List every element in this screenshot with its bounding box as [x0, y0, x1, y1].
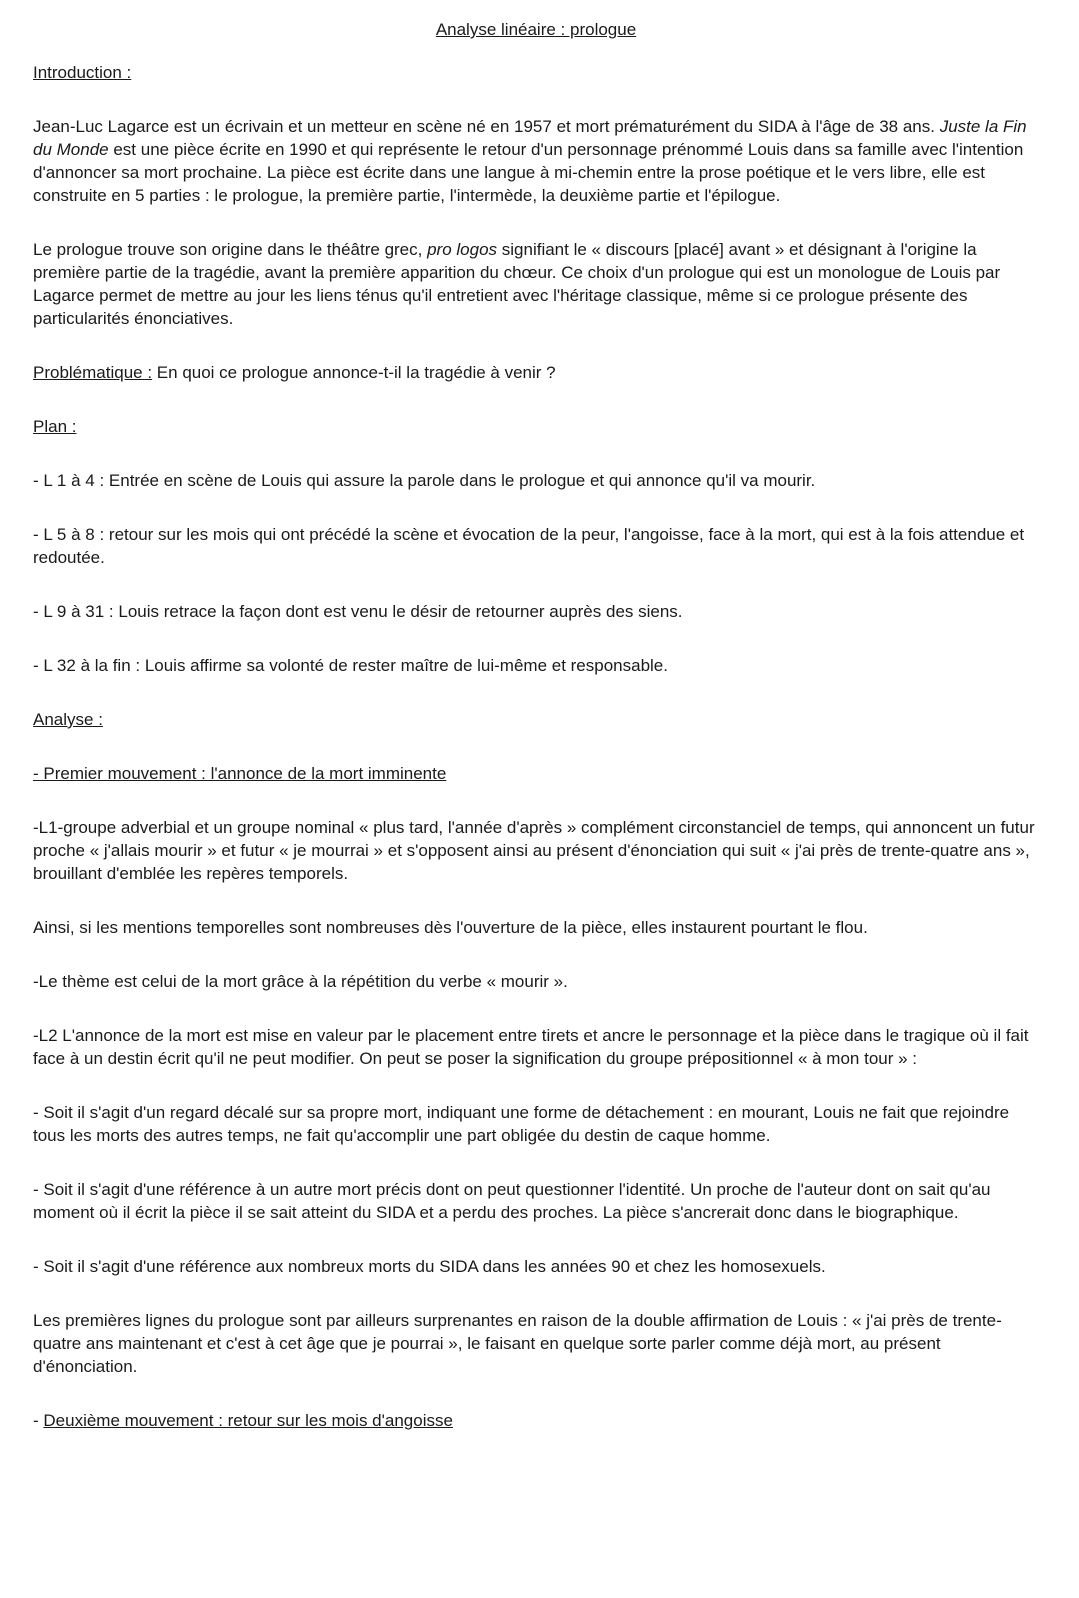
intro-p1-text-b: est une pièce écrite en 1990 et qui représente le retour d'un personnage prénommé Louis dans sa famille avec l'intention d'annoncer sa mort prochaine. La pièce est écrite dans une langue à mi-chemin entre la prose poétique et le vers libre, elle est construite en 5 parties : le prologue, la première partie, l'intermède, la deuxième partie et l'épilogue.: [33, 140, 1024, 205]
document-title: Analyse linéaire : prologue: [435, 20, 637, 39]
analysis-paragraph-3: -Le thème est celui de la mort grâce à la répétition du verbe « mourir ».: [33, 972, 568, 991]
plan-heading: [33, 415, 1039, 438]
analyse-heading-text: Analyse :: [33, 710, 103, 729]
plan-item-4: - L 32 à la fin : Louis affirme sa volonté de rester maître de lui-même et responsable.: [33, 656, 668, 675]
analyse-heading: [33, 708, 1039, 731]
movement-2-title: Deuxième mouvement : retour sur les mois d'angoisse: [43, 1411, 453, 1430]
analysis-paragraph-4: -L2 L'annonce de la mort est mise en valeur par le placement entre tirets et ancre le personnage et la pièce dans le tragique où il fait face à un destin écrit qu'il ne peut modifier. On peut se poser la signification du groupe prépositionnel « à mon tour » :: [33, 1026, 1029, 1068]
introduction-paragraph-2: [33, 238, 1039, 330]
introduction-heading-text: Introduction :: [33, 63, 132, 82]
plan-item-3: - L 9 à 31 : Louis retrace la façon dont est venu le désir de retourner auprès des siens.: [33, 602, 683, 621]
introduction-paragraph-1: [33, 115, 1039, 207]
movement-2-heading: [33, 1409, 1039, 1432]
movement-2-prefix: -: [33, 1411, 44, 1430]
problematique-label: Problématique :: [33, 363, 153, 382]
movement-1-title: - Premier mouvement : l'annonce de la mort imminente: [33, 764, 447, 783]
plan-item-1: - L 1 à 4 : Entrée en scène de Louis qui assure la parole dans le prologue et qui annonce qu'il va mourir.: [33, 471, 816, 490]
intro-p1-text-a: Jean-Luc Lagarce est un écrivain et un metteur en scène né en 1957 et mort prématurément du SIDA à l'âge de 38 ans.: [33, 117, 940, 136]
book-title: Juste la Fin du Monde: [33, 117, 1027, 159]
analysis-paragraph-8: Les premières lignes du prologue sont par ailleurs surprenantes en raison de la double affirmation de Louis : « j'ai près de trente-quatre ans maintenant et c'est à cet âge que je pourrai », le faisant en quelque sorte parler comme déjà mort, au présent d'énonciation.: [33, 1311, 1002, 1376]
problematique-paragraph: [33, 361, 1039, 384]
plan-heading-text: Plan :: [33, 417, 77, 436]
plan-item-2: - L 5 à 8 : retour sur les mois qui ont précédé la scène et évocation de la peur, l'angoisse, face à la mort, qui est à la fois attendue et redoutée.: [33, 525, 1025, 567]
analysis-paragraph-2: Ainsi, si les mentions temporelles sont nombreuses dès l'ouverture de la pièce, elles instaurent pourtant le flou.: [33, 918, 868, 937]
introduction-heading: [33, 61, 1039, 84]
analysis-paragraph-5: - Soit il s'agit d'un regard décalé sur sa propre mort, indiquant une forme de détachement : en mourant, Louis ne fait que rejoindre tous les morts des autres temps, ne fait qu'accomplir une part obligée du destin de caque homme.: [33, 1103, 1010, 1145]
analysis-paragraph-1: -L1-groupe adverbial et un groupe nominal « plus tard, l'année d'après » complément circonstanciel de temps, qui annoncent un futur proche « j'allais mourir » et futur « je mourrai » et s'opposent ainsi au présent d'énonciation qui suit « j'ai près de trente-quatre ans », brouillant d'emblée les repères temporels.: [33, 818, 1035, 883]
analysis-paragraph-7: - Soit il s'agit d'une référence aux nombreux morts du SIDA dans les années 90 et chez les homosexuels.: [33, 1257, 826, 1276]
intro-p2-text-a: Le prologue trouve son origine dans le théâtre grec,: [33, 240, 428, 259]
movement-1-heading: [33, 762, 1039, 785]
problematique-text: En quoi ce prologue annonce-t-il la tragédie à venir ?: [152, 363, 556, 382]
pro-logos-term: pro logos: [427, 240, 498, 259]
analysis-paragraph-6: - Soit il s'agit d'une référence à un autre mort précis dont on peut questionner l'identité. Un proche de l'auteur dont on sait qu'au moment où il écrit la pièce il se sait atteint du SIDA et a perdu des proches. La pièce s'ancrerait donc dans le biographique.: [33, 1180, 991, 1222]
intro-p2-text-b: signifiant le « discours [placé] avant » et désignant à l'origine la première partie de la tragédie, avant la première apparition du chœur. Ce choix d'un prologue qui est un monologue de Louis par Lagarce permet de mettre au jour les liens ténus qu'il entretient avec l'héritage classique, même si ce prologue présente des particularités énonciatives.: [33, 240, 1001, 328]
